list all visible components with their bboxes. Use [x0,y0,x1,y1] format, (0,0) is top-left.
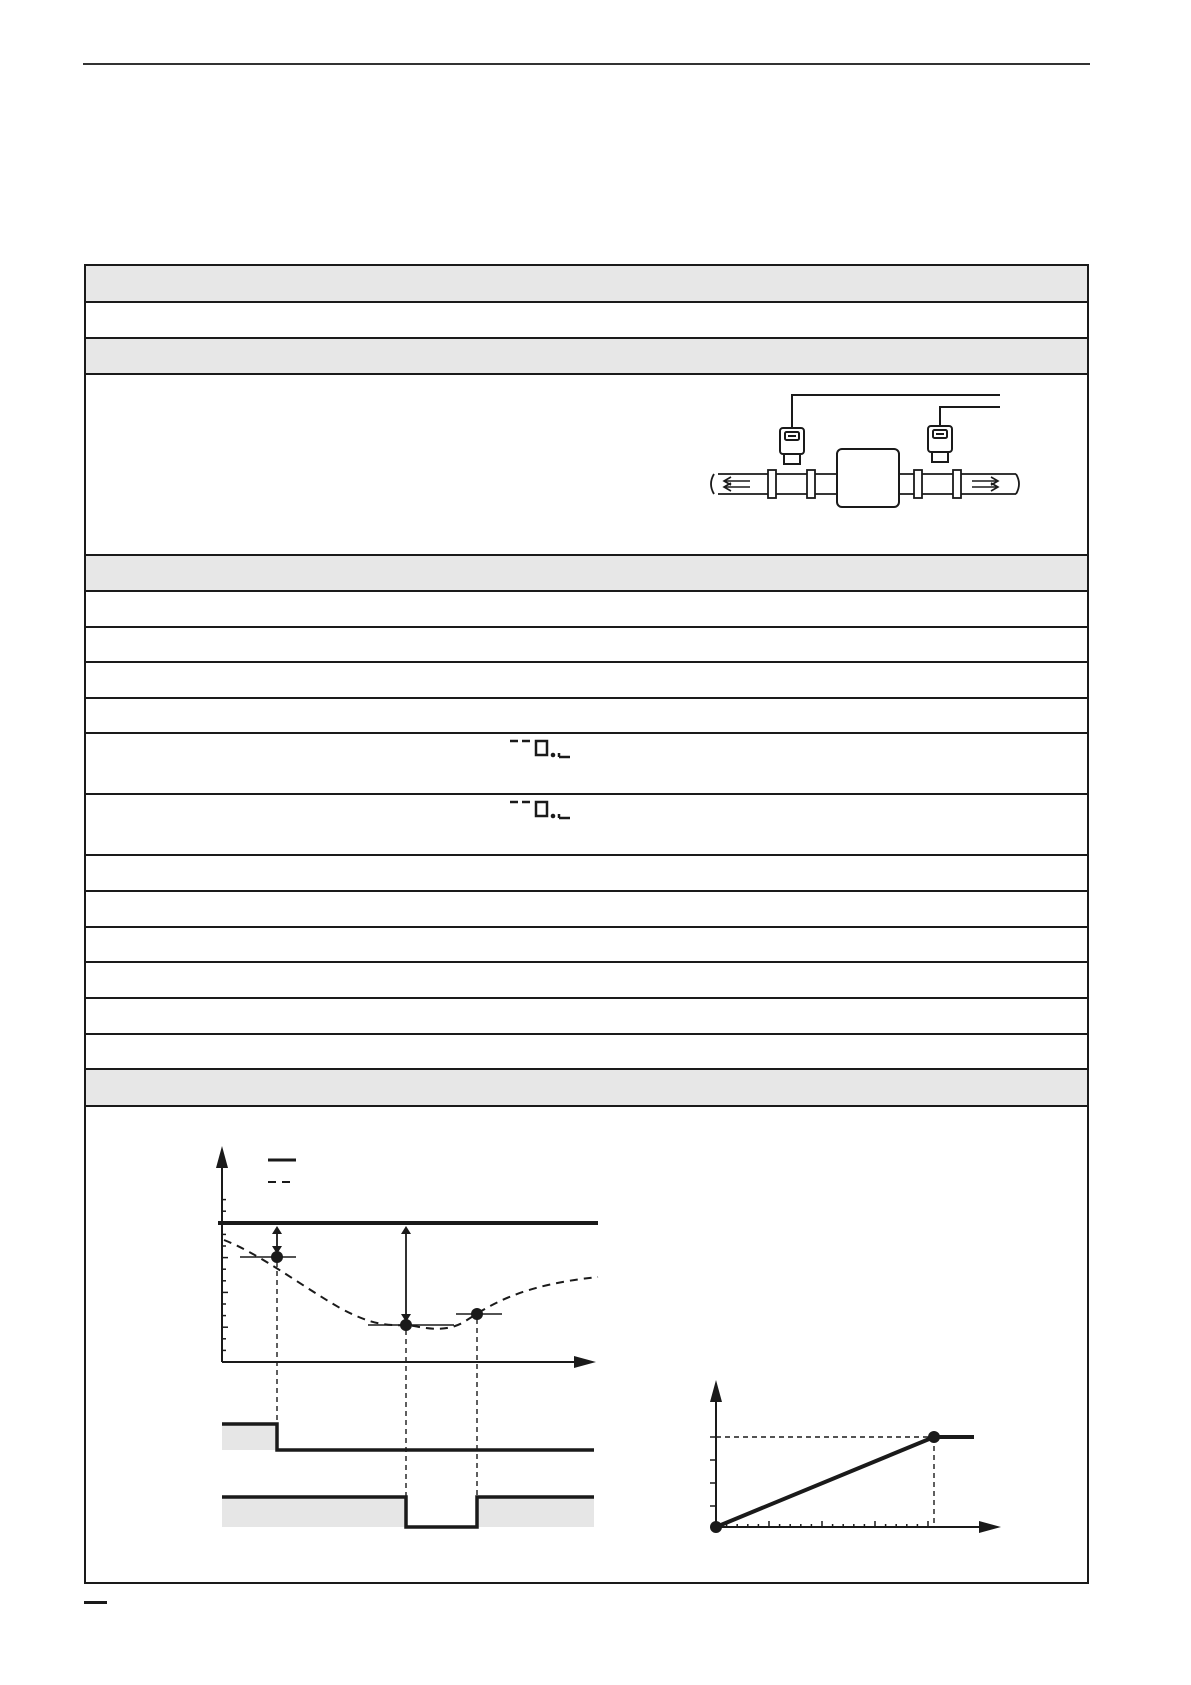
ramp-end-point [928,1431,940,1443]
page-number-mark [84,1601,107,1604]
ramp-line [716,1437,974,1527]
ramp-start-point [710,1521,722,1533]
